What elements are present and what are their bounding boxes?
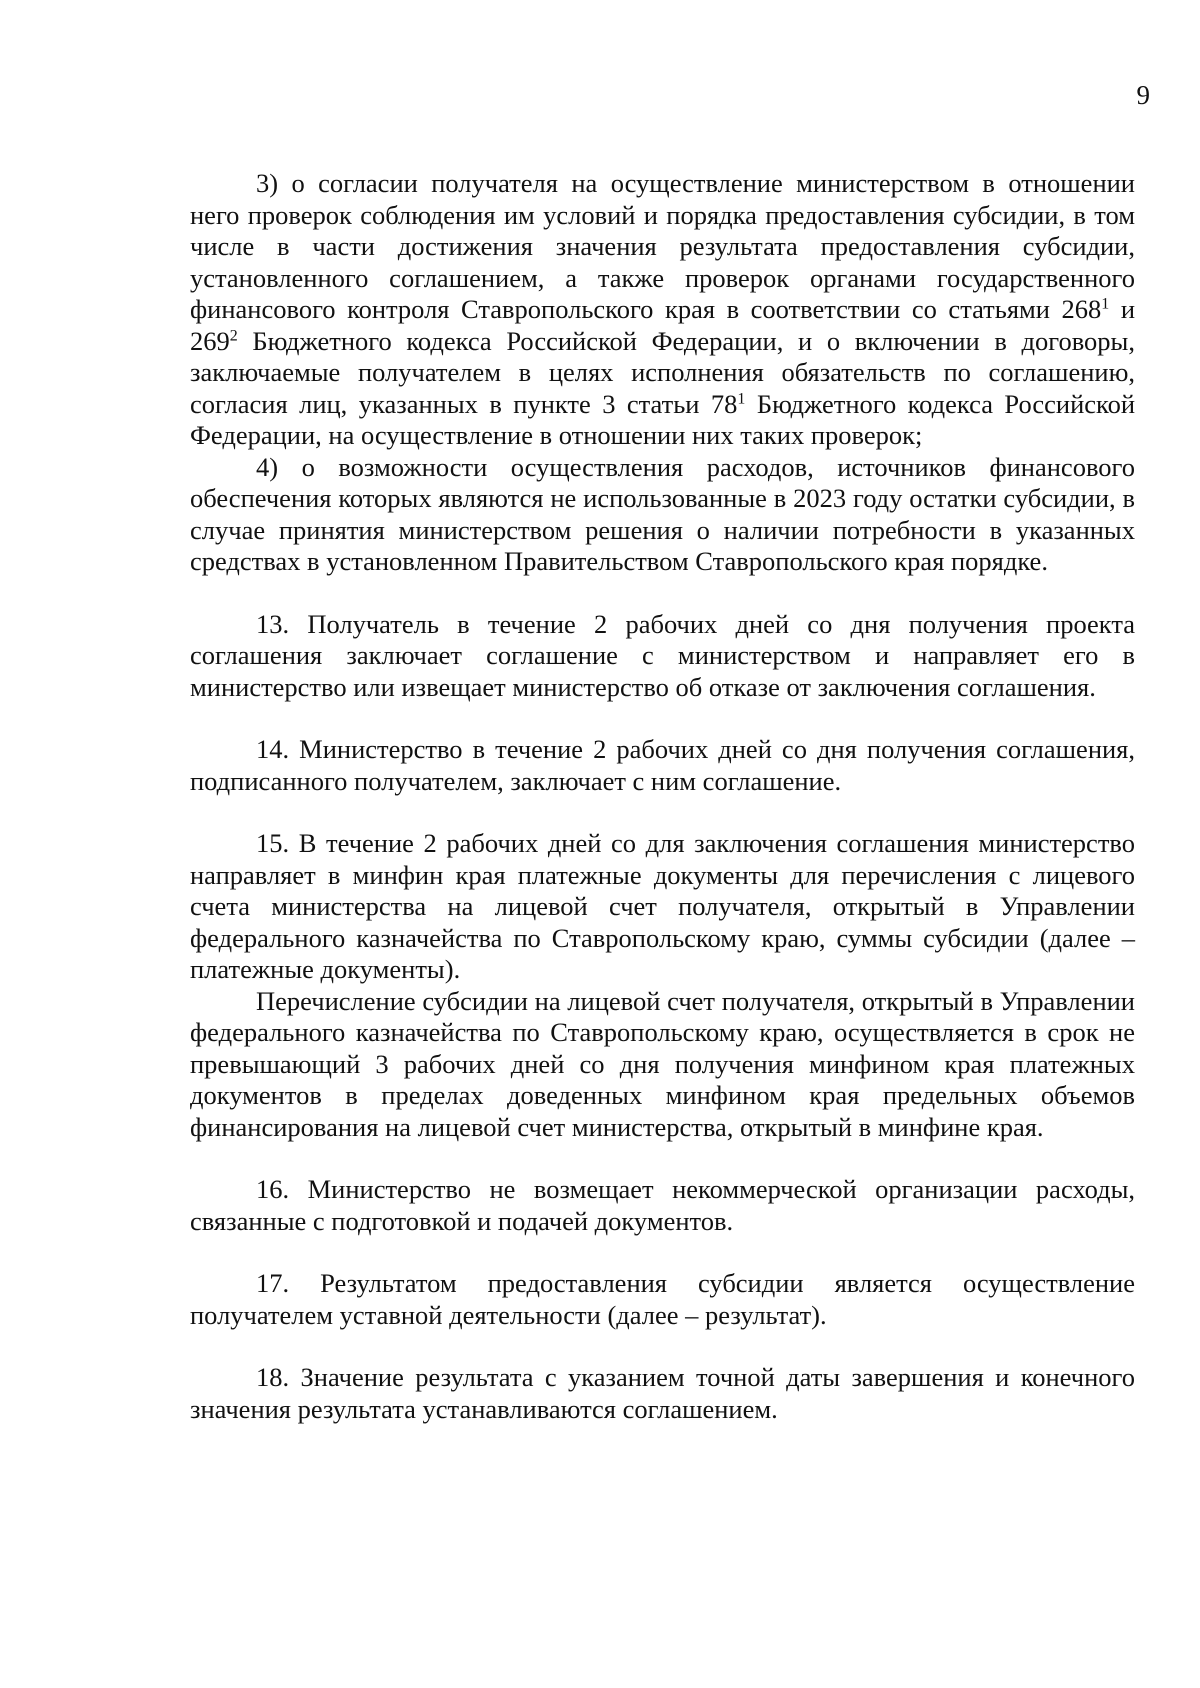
text-segment: 4) о возможности осуществления расходов, источников финансового обеспечения которых являются не использованные в 2023 году остатки субсидии, в случае принятия министерством решения о наличии потребности в указанных средствах в установленном Правительством Ставропольского края порядке. — [190, 451, 1135, 576]
paragraph — [190, 986, 1135, 1144]
superscript: 1 — [737, 389, 746, 407]
text-segment: Бюджетного кодекса Российской Федерации, на осуществление в отношении них таких проверок; — [190, 388, 1136, 450]
text-segment: 14. Министерство в течение 2 рабочих дней со дня получения соглашения, подписанного получателем, заключает с ним соглашение. — [190, 734, 1135, 796]
paragraph — [190, 452, 1135, 578]
paragraph — [190, 1268, 1135, 1331]
paragraph — [190, 168, 1135, 452]
text-segment: и 269 — [190, 294, 1135, 356]
paragraph — [190, 828, 1135, 986]
superscript: 1 — [1101, 295, 1110, 313]
text-segment: Перечисление субсидии на лицевой счет получателя, открытый в Управлении федерального казначейства по Ставропольскому краю, осуществляется в срок не превышающий 3 рабочих дней со дня получения минфином края платежных документов в пределах доведенных минфином края предельных объемов финансирования на лицевой счет министерства, открытый в минфине края. — [190, 985, 1135, 1142]
paragraph — [190, 734, 1135, 797]
paragraph — [190, 609, 1135, 704]
paragraph — [190, 1174, 1135, 1237]
text-segment: Бюджетного кодекса Российской Федерации, и о включении в договоры, заключаемые получателем в целях исполнения обязательств по соглашению, согласия лиц, указанных в пункте 3 статьи 78 — [190, 325, 1135, 419]
text-segment: 13. Получатель в течение 2 рабочих дней со дня получения проекта соглашения заключает соглашение с министерством и направляет его в министерство или извещает министерство об отказе от заключения соглашения. — [190, 608, 1135, 702]
text-segment: 18. Значение результата с указанием точной даты завершения и конечного значения результата устанавливаются соглашением. — [190, 1362, 1135, 1424]
text-segment: 16. Министерство не возмещает некоммерческой организации расходы, связанные с подготовкой и подачей документов. — [190, 1174, 1135, 1236]
superscript: 2 — [229, 326, 238, 344]
document-body — [190, 168, 1135, 1425]
paragraph — [190, 1362, 1135, 1425]
text-segment: 15. В течение 2 рабочих дней со для заключения соглашения министерство направляет в минфин края платежные документы для перечисления с лицевого счета министерства на лицевой счет получателя, открытый в Управлении федерального казначейства по Ставропольскому краю, суммы субсидии (далее – платежные документы). — [190, 828, 1135, 984]
text-segment: 3) о согласии получателя на осуществление министерством в отношении него проверок соблюдения им условий и порядка предоставления субсидии, в том числе в части достижения значения результата предоставления субсидии, установленного соглашением, а также проверок органами государственного финансового контроля Ставропольского края в соответствии со статьями 268 — [190, 168, 1135, 324]
page-number: 9 — [1136, 80, 1150, 110]
text-segment: 17. Результатом предоставления субсидии является осуществление получателем уставной деятельности (далее – результат). — [190, 1268, 1135, 1330]
